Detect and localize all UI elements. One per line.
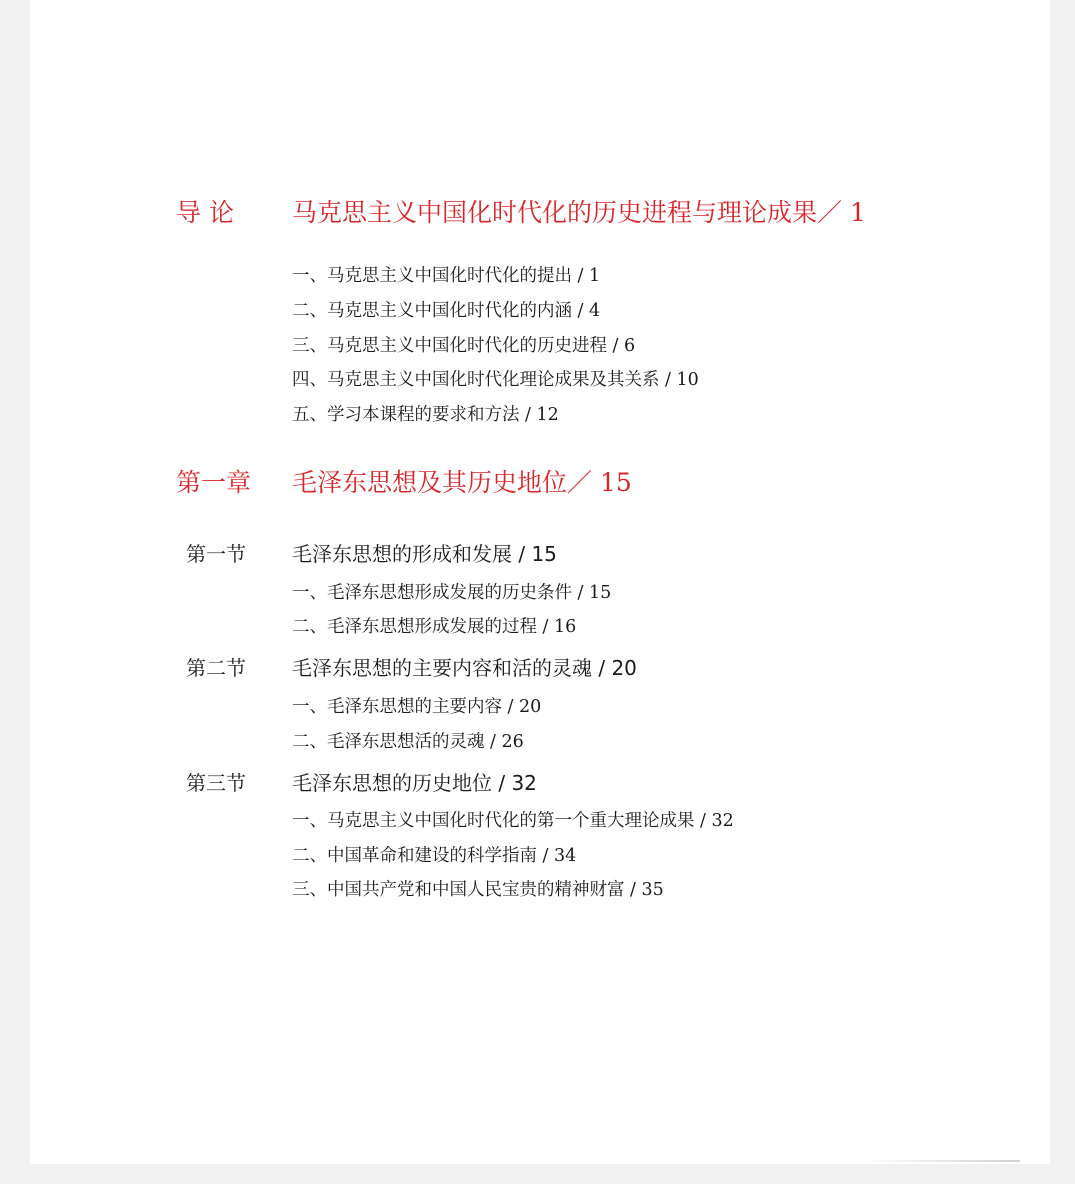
toc-item[interactable]: 一、马克思主义中国化时代化的第一个重大理论成果 / 32	[292, 811, 734, 831]
section-label: 第二节	[186, 656, 246, 680]
page-shadow	[860, 1160, 1020, 1162]
section-title: 毛泽东思想的形成和发展 / 15	[292, 542, 557, 566]
toc-item[interactable]: 一、毛泽东思想形成发展的历史条件 / 15	[292, 583, 612, 603]
toc-item[interactable]: 三、马克思主义中国化时代化的历史进程 / 6	[292, 336, 636, 356]
document-page	[30, 0, 1050, 1164]
toc-item[interactable]: 二、毛泽东思想活的灵魂 / 26	[292, 732, 524, 752]
toc-item[interactable]: 二、马克思主义中国化时代化的内涵 / 4	[292, 301, 601, 321]
chapter-label: 第一章	[176, 468, 252, 497]
toc-item[interactable]: 二、中国革命和建设的科学指南 / 34	[292, 846, 577, 866]
toc-item[interactable]: 一、马克思主义中国化时代化的提出 / 1	[292, 266, 601, 286]
section-label: 第一节	[186, 542, 246, 566]
toc-item[interactable]: 二、毛泽东思想形成发展的过程 / 16	[292, 617, 577, 637]
toc-item[interactable]: 一、毛泽东思想的主要内容 / 20	[292, 697, 542, 717]
section-title: 毛泽东思想的主要内容和活的灵魂 / 20	[292, 656, 637, 680]
chapter-title: 毛泽东思想及其历史地位／ 15	[292, 468, 632, 497]
section-title: 毛泽东思想的历史地位 / 32	[292, 771, 537, 795]
toc-item[interactable]: 四、马克思主义中国化时代化理论成果及其关系 / 10	[292, 370, 699, 390]
chapter-label: 导 论	[176, 198, 234, 227]
chapter-title: 马克思主义中国化时代化的历史进程与理论成果／ 1	[292, 198, 866, 227]
toc-item[interactable]: 三、中国共产党和中国人民宝贵的精神财富 / 35	[292, 880, 664, 900]
section-label: 第三节	[186, 771, 246, 795]
toc-item[interactable]: 五、学习本课程的要求和方法 / 12	[292, 405, 559, 425]
